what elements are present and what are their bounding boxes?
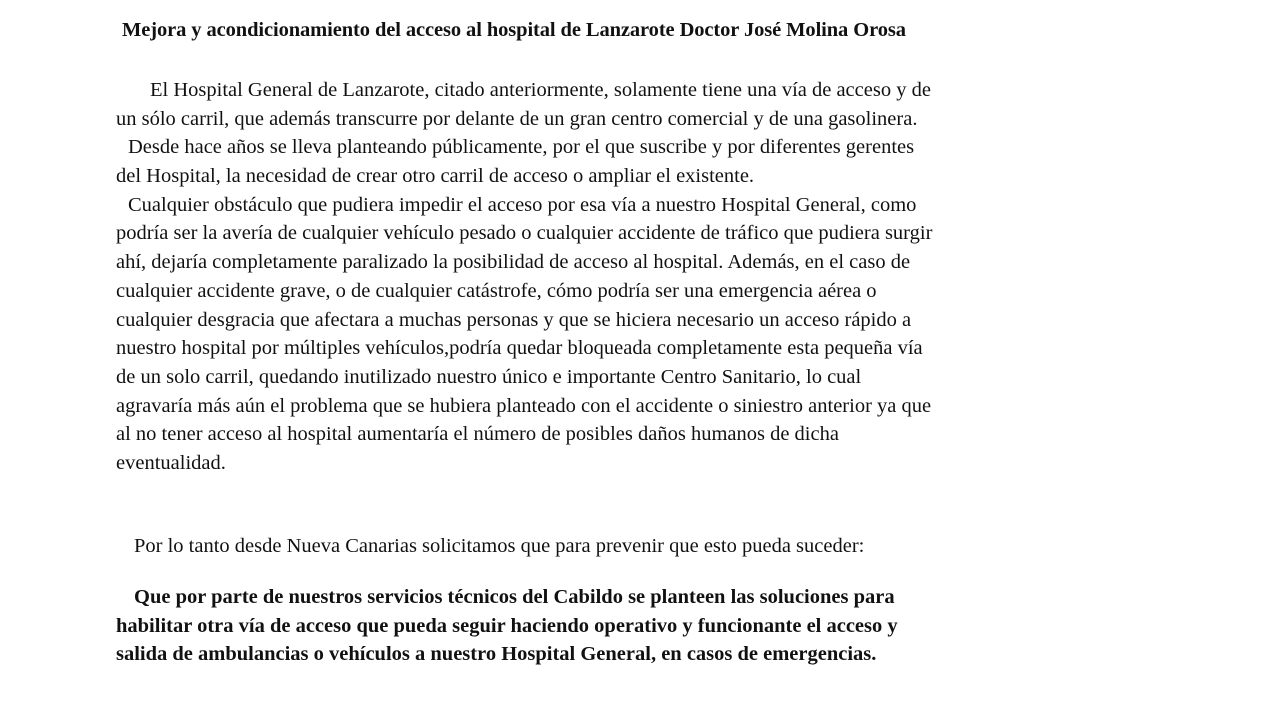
request-line: Por lo tanto desde Nueva Canarias solicitamos que para prevenir que esto pueda suceder: [134,535,865,557]
body-line: Cualquier obstáculo que pudiera impedir el acceso por esa vía a nuestro Hospital General, como [128,193,917,216]
final-request [116,583,1166,669]
final-line: salida de ambulancias o vehículos a nuestro Hospital General, en casos de emergencias. [116,643,877,666]
body-paragraphs [116,76,1166,478]
body-line: cualquier desgracia que afectara a muchas personas y que se hiciera necesario un acceso rápido a [116,308,912,331]
body-line: nuestro hospital por múltiples vehículos,podría quedar bloqueada completamente esta pequeña vía [116,337,923,360]
body-line: El Hospital General de Lanzarote, citado anteriormente, solamente tiene una vía de acceso y de [150,79,931,101]
body-line: ahí, dejaría completamente paralizado la posibilidad de acceso al hospital. Además, en el caso de [116,251,911,274]
body-line: Desde hace años se lleva planteando públicamente, por el que suscribe y por diferentes gerentes [128,136,915,159]
document-title: Mejora y acondicionamiento del acceso al hospital de Lanzarote Doctor José Molina Orosa [122,19,906,41]
body-line: un sólo carril, que además transcurre por delante de un gran centro comercial y de una gasolinera. [116,107,918,130]
final-line: Que por parte de nuestros servicios técnicos del Cabildo se planteen las soluciones para [134,586,895,608]
body-line: agravaría más aún el problema que se hubiera planteado con el accidente o siniestro anterior ya que [116,394,932,417]
body-line: podría ser la avería de cualquier vehículo pesado o cualquier accidente de tráfico que pudiera surgir [116,222,933,245]
body-line: al no tener acceso al hospital aumentaría el número de posibles daños humanos de dicha [116,423,839,446]
body-line: de un solo carril, quedando inutilizado nuestro único e importante Centro Sanitario, lo cual [116,365,862,388]
body-line: eventualidad. [116,451,226,474]
final-line: habilitar otra vía de acceso que pueda seguir haciendo operativo y funcionante el acceso y [116,614,898,637]
body-line: cualquier accidente grave, o de cualquier catástrofe, cómo podría ser una emergencia aérea o [116,279,877,302]
body-line: del Hospital, la necesidad de crear otro carril de acceso o ampliar el existente. [116,165,755,188]
